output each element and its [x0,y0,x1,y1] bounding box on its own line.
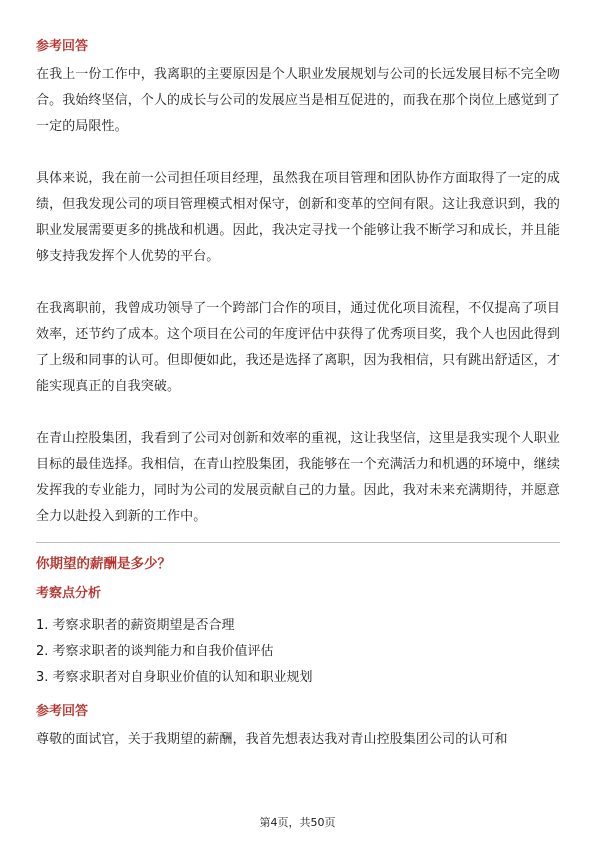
analysis-heading: 考察点分析 [36,586,102,601]
answer-paragraph-4: 在青山控股集团，我看到了公司对创新和效率的重视，这让我坚信，这里是我实现个人职业目标的最佳选择。我相信，在青山控股集团，我能够在一个充满活力和机遇的环境中，继续发挥我的专业能力，同时为公司的发展贡献自己的力量。因此，我对未来充满期待，并愿意全力以赴投入到新的工作中。 [36,431,561,524]
section-divider [36,542,560,543]
analysis-item-1: 1. 考察求职者的薪资期望是否合理 [36,618,235,633]
answer-paragraph-5: 尊敬的面试官，关于我期望的薪酬，我首先想表达我对青山控股集团公司的认可和 [36,732,508,747]
question-heading: 你期望的薪酬是多少？ [36,556,171,572]
analysis-item-3: 3. 考察求职者对自身职业价值的认知和职业规划 [36,670,313,685]
answer-paragraph-1: 在我上一份工作中，我离职的主要原因是个人职业发展规划与公司的长远发展目标不完全吻合。我始终坚信，个人的成长与公司的发展应当是相互促进的，而我在那个岗位上感觉到了一定的局限性。 [36,67,561,134]
reference-answer-heading-2: 参考回答 [36,704,89,719]
analysis-item-2: 2. 考察求职者的谈判能力和自我价值评估 [36,644,274,659]
answer-paragraph-3: 在我离职前，我曾成功领导了一个跨部门合作的项目，通过优化项目流程，不仅提高了项目效率，还节约了成本。这个项目在公司的年度评估中获得了优秀项目奖，我个人也因此得到了上级和同事的认可。但即便如此，我还是选择了离职，因为我相信，只有跳出舒适区，才能实现真正的自我突破。 [36,301,561,394]
page-number: 第4页，共50页 [259,816,336,829]
analysis-list [36,613,560,691]
reference-answer-heading: 参考回答 [36,39,89,54]
answer-paragraph-2: 具体来说，我在前一公司担任项目经理，虽然我在项目管理和团队协作方面取得了一定的成绩，但我发现公司的项目管理模式相对保守，创新和变革的空间有限。这让我意识到，我的职业发展需要更多的挑战和机遇。因此，我决定寻找一个能够让我不断学习和成长，并且能够支持我发挥个人优势的平台。 [36,171,561,264]
page-content [36,38,560,779]
